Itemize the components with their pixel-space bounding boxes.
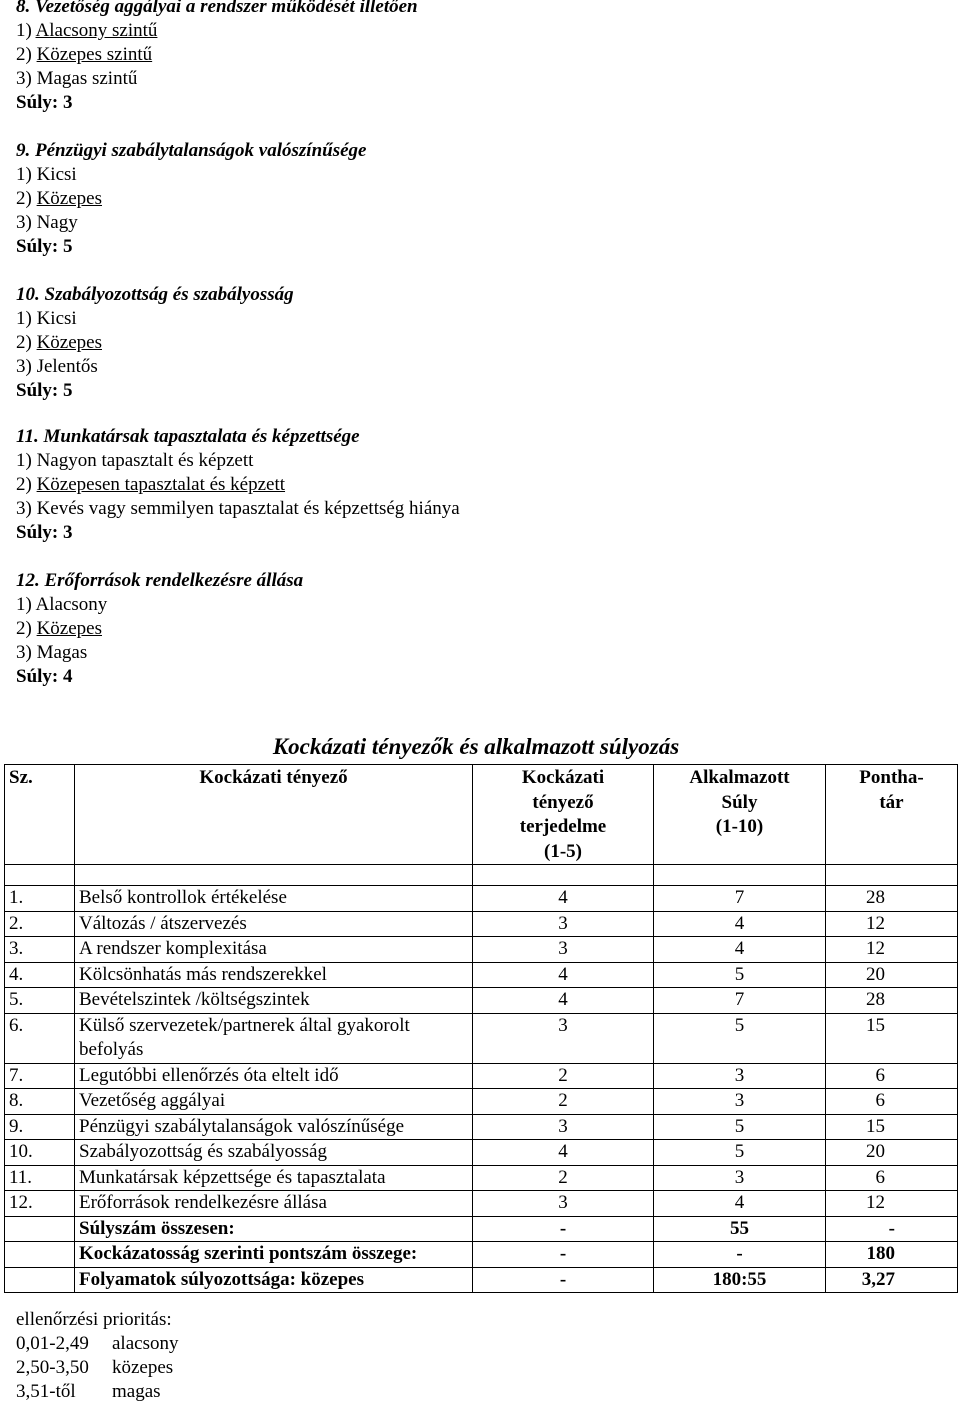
cell-extent: 4 — [473, 1140, 654, 1166]
criterion-option — [16, 67, 418, 91]
criterion-option — [16, 497, 460, 521]
cell-factor: Kölcsönhatás más rendszerekkel — [75, 962, 473, 988]
risk-factor-table — [4, 764, 958, 1293]
table-row — [5, 962, 958, 988]
criterion-option — [16, 593, 303, 617]
summary-points: 3,27 — [826, 1267, 958, 1293]
cell-points: 15 — [826, 1114, 958, 1140]
cell-weight: 5 — [654, 962, 826, 988]
header-weight-line: Alkalmazott — [689, 767, 790, 788]
criterion-title: 8. Vezetőség aggályai a rendszer működését illetően — [16, 0, 418, 17]
criterion-option — [16, 331, 294, 355]
summary-extent: - — [473, 1267, 654, 1293]
cell-weight: 4 — [654, 1191, 826, 1217]
option-number: 1) — [16, 594, 36, 615]
cell-points: 6 — [826, 1089, 958, 1115]
cell-extent: 3 — [473, 1013, 654, 1063]
cell-sz: 3. — [5, 937, 75, 963]
option-text: Kicsi — [36, 164, 77, 185]
cell-extent: 3 — [473, 1114, 654, 1140]
criterion-title: 12. Erőforrások rendelkezésre állása — [16, 570, 304, 591]
header-extent-line: Kockázati — [521, 767, 605, 788]
table-row — [5, 1063, 958, 1089]
summary-extent: - — [473, 1216, 654, 1242]
cell-sz: 11. — [5, 1165, 75, 1191]
cell-weight: 3 — [654, 1165, 826, 1191]
header-points-line: tár — [879, 791, 904, 813]
summary-label: Súlyszám összesen: — [75, 1216, 473, 1242]
table-row — [5, 1191, 958, 1217]
criterion-title: 10. Szabályozottság és szabályosság — [16, 284, 294, 305]
cell-weight: 4 — [654, 911, 826, 937]
cell-points: 28 — [826, 988, 958, 1014]
option-number: 2) — [16, 188, 37, 209]
criterion-section — [16, 283, 294, 403]
priority-label: közepes — [112, 1357, 174, 1378]
table-row — [5, 988, 958, 1014]
table-row — [5, 937, 958, 963]
cell-factor: Bevételszintek /költségszintek — [75, 988, 473, 1014]
criterion-option — [16, 187, 366, 211]
criterion-option — [16, 449, 460, 473]
cell-extent: 3 — [473, 1191, 654, 1217]
spacer-cell — [473, 865, 654, 886]
criterion-option — [16, 473, 460, 497]
table-row — [5, 1114, 958, 1140]
cell-points: 12 — [826, 911, 958, 937]
criterion-section — [16, 569, 303, 689]
cell-factor: Munkatársak képzettsége és tapasztalata — [75, 1165, 473, 1191]
table-title: Kockázati tényezők és alkalmazott súlyozás — [272, 734, 680, 759]
cell-weight: 7 — [654, 988, 826, 1014]
summary-label: Folyamatok súlyozottsága: közepes — [75, 1267, 473, 1293]
option-number: 3) — [16, 212, 37, 233]
option-number: 2) — [16, 44, 37, 65]
criterion-weight: Súly: 3 — [16, 522, 73, 543]
summary-weight: 55 — [654, 1216, 826, 1242]
option-text: Közepes — [36, 618, 102, 639]
priority-range: 3,51-től — [16, 1381, 76, 1402]
criterion-option — [16, 19, 418, 43]
criterion-option — [16, 307, 294, 331]
option-text: Közepes — [36, 332, 102, 353]
cell-factor: Szabályozottság és szabályosság — [75, 1140, 473, 1166]
cell-points: 6 — [826, 1063, 958, 1089]
criterion-section — [16, 139, 366, 259]
header-extent-line: (1-5) — [544, 840, 582, 862]
cell-extent: 2 — [473, 1165, 654, 1191]
table-row — [5, 1165, 958, 1191]
priority-title: ellenőrzési prioritás: — [16, 1309, 172, 1330]
table-spacer-row — [5, 865, 958, 886]
option-number: 2) — [16, 474, 37, 495]
option-text: Közepes szintű — [36, 44, 153, 65]
summary-weight: - — [654, 1242, 826, 1268]
summary-row — [5, 1242, 958, 1268]
cell-extent: 4 — [473, 962, 654, 988]
cell-sz: 1. — [5, 886, 75, 912]
option-number: 1) — [16, 20, 36, 41]
header-extent-line: terjedelme — [519, 816, 607, 837]
priority-level-high — [16, 1380, 178, 1404]
summary-row — [5, 1267, 958, 1293]
criterion-option — [16, 163, 366, 187]
criterion-section — [16, 425, 460, 545]
cell-points: 20 — [826, 962, 958, 988]
cell-points: 28 — [826, 886, 958, 912]
option-number: 3) — [16, 642, 37, 663]
option-text: Alacsony szintű — [35, 20, 158, 41]
option-number: 1) — [16, 308, 37, 329]
option-number: 1) — [16, 450, 37, 471]
criterion-option — [16, 617, 303, 641]
criterion-section — [16, 0, 418, 115]
cell-points: 20 — [826, 1140, 958, 1166]
audit-priority-legend — [16, 1308, 178, 1404]
option-number: 2) — [16, 332, 37, 353]
priority-level-medium — [16, 1356, 178, 1380]
cell-factor: A rendszer komplexitása — [75, 937, 473, 963]
cell-sz: 4. — [5, 962, 75, 988]
cell-extent: 4 — [473, 988, 654, 1014]
header-weight — [654, 765, 826, 865]
header-sz: Sz. — [5, 765, 75, 865]
option-number: 2) — [16, 618, 37, 639]
header-weight-line: (1-10) — [715, 816, 764, 837]
header-points-line: Pontha- — [859, 767, 924, 788]
option-text: Nagyon tapasztalt és képzett — [36, 450, 254, 471]
summary-points: 180 — [826, 1242, 958, 1268]
spacer-cell — [654, 865, 826, 886]
option-text: Nagy — [36, 212, 78, 233]
summary-extent: - — [473, 1242, 654, 1268]
option-number: 3) — [16, 356, 37, 377]
cell-points: 12 — [826, 1191, 958, 1217]
cell-factor: Pénzügyi szabálytalanságok valószínűsége — [75, 1114, 473, 1140]
criterion-title: 11. Munkatársak tapasztalata és képzettsége — [16, 426, 360, 447]
cell-sz: 6. — [5, 1013, 75, 1063]
cell-sz: 10. — [5, 1140, 75, 1166]
cell-sz: 2. — [5, 911, 75, 937]
priority-range: 0,01-2,49 — [16, 1333, 89, 1354]
header-factor: Kockázati tényező — [75, 765, 473, 865]
spacer-cell — [826, 865, 958, 886]
cell-weight: 3 — [654, 1089, 826, 1115]
summary-label: Kockázatosság szerinti pontszám összege: — [75, 1242, 473, 1268]
option-text: Közepesen tapasztalat és képzett — [36, 474, 286, 495]
cell-sz — [5, 1242, 75, 1268]
criterion-weight: Súly: 3 — [16, 92, 73, 113]
cell-sz — [5, 1267, 75, 1293]
priority-label: alacsony — [112, 1333, 179, 1354]
option-text: Jelentős — [36, 356, 98, 377]
cell-factor: Vezetőség aggályai — [75, 1089, 473, 1115]
criterion-option — [16, 43, 418, 67]
spacer-cell — [75, 865, 473, 886]
cell-points: 6 — [826, 1165, 958, 1191]
cell-extent: 2 — [473, 1089, 654, 1115]
cell-extent: 4 — [473, 886, 654, 912]
criterion-weight: Súly: 4 — [16, 666, 73, 687]
cell-factor: Változás / átszervezés — [75, 911, 473, 937]
criterion-option — [16, 355, 294, 379]
option-text: Alacsony — [35, 594, 108, 615]
cell-extent: 3 — [473, 911, 654, 937]
option-text: Magas — [36, 642, 88, 663]
summary-row — [5, 1216, 958, 1242]
priority-label: magas — [112, 1381, 161, 1402]
option-text: Kevés vagy semmilyen tapasztalat és képzettség hiánya — [36, 498, 460, 519]
cell-sz: 8. — [5, 1089, 75, 1115]
criterion-option — [16, 211, 366, 235]
cell-weight: 5 — [654, 1140, 826, 1166]
header-weight-line: Súly — [721, 791, 758, 813]
cell-points: 15 — [826, 1013, 958, 1063]
option-text: Magas szintű — [36, 68, 138, 89]
criterion-weight: Súly: 5 — [16, 380, 73, 401]
summary-weight: 180:55 — [654, 1267, 826, 1293]
option-number: 1) — [16, 164, 37, 185]
cell-sz: 12. — [5, 1191, 75, 1217]
option-number: 3) — [16, 498, 37, 519]
criterion-weight: Súly: 5 — [16, 236, 73, 257]
summary-points: - — [826, 1216, 958, 1242]
cell-extent: 2 — [473, 1063, 654, 1089]
table-row — [5, 1089, 958, 1115]
cell-factor: Külső szervezetek/partnerek által gyakorolt befolyás — [75, 1013, 473, 1063]
criterion-option — [16, 641, 303, 665]
cell-weight: 3 — [654, 1063, 826, 1089]
cell-factor: Erőforrások rendelkezésre állása — [75, 1191, 473, 1217]
cell-weight: 4 — [654, 937, 826, 963]
header-extent — [473, 765, 654, 865]
table-row — [5, 1013, 958, 1063]
table-header-row — [5, 765, 958, 865]
cell-sz: 7. — [5, 1063, 75, 1089]
cell-factor: Legutóbbi ellenőrzés óta eltelt idő — [75, 1063, 473, 1089]
cell-factor: Belső kontrollok értékelése — [75, 886, 473, 912]
cell-points: 12 — [826, 937, 958, 963]
table-row — [5, 886, 958, 912]
table-row — [5, 1140, 958, 1166]
priority-range: 2,50-3,50 — [16, 1357, 89, 1378]
cell-extent: 3 — [473, 937, 654, 963]
cell-weight: 5 — [654, 1013, 826, 1063]
table-row — [5, 911, 958, 937]
cell-weight: 5 — [654, 1114, 826, 1140]
option-number: 3) — [16, 68, 37, 89]
cell-sz — [5, 1216, 75, 1242]
header-points — [826, 765, 958, 865]
spacer-cell — [5, 865, 75, 886]
priority-level-low — [16, 1332, 178, 1356]
cell-sz: 9. — [5, 1114, 75, 1140]
cell-sz: 5. — [5, 988, 75, 1014]
option-text: Kicsi — [36, 308, 77, 329]
cell-weight: 7 — [654, 886, 826, 912]
criterion-title: 9. Pénzügyi szabálytalanságok valószínűsége — [16, 140, 367, 161]
header-extent-line: tényező — [532, 791, 594, 813]
option-text: Közepes — [36, 188, 102, 209]
